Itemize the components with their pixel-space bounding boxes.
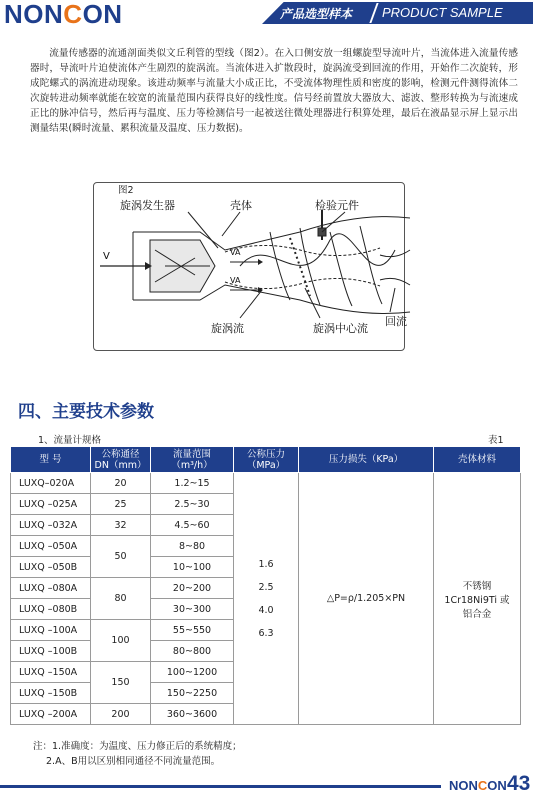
cell-model: LUXQ–020A [11,473,91,494]
cell-model: LUXQ –100A [11,620,91,641]
header-range: 流量范围 （m³/h） [151,447,234,473]
cell-model: LUXQ –100B [11,641,91,662]
note-line-1: 注：1.准确度：为温度、压力修正后的系统精度； [33,741,242,752]
cell-range: 4.5~60 [151,515,234,536]
header-loss: 压力损失（KPa） [299,447,434,473]
material-line: 铝合金 [462,608,492,620]
pressure-value: 4.0 [258,604,274,616]
cell-range: 8~80 [151,536,234,557]
section-title: 四、主要技术参数 [18,402,154,422]
pressure-value: 6.3 [258,627,274,639]
note-line-2: 2.A、B用以区别相同通径不同流量范围。 [46,756,221,767]
pressure-value: 2.5 [258,581,274,593]
page-header [0,0,533,28]
cell-range: 360~3600 [151,704,234,725]
cell-dn: 25 [91,494,151,515]
page-number: 43 [507,772,531,795]
label-backflow: 回流 [385,315,407,328]
cell-material [434,473,521,725]
cell-dn: 50 [91,536,151,578]
cell-model: LUXQ –150B [11,683,91,704]
label-vortex-generator: 旋涡发生器 [120,199,175,212]
label-va-bottom: VA [230,276,241,285]
cell-dn: 200 [91,704,151,725]
header-pressure: 公称压力 （MPa） [234,447,299,473]
cell-range: 55~550 [151,620,234,641]
cell-dn: 20 [91,473,151,494]
cell-range: 1.2~15 [151,473,234,494]
cell-loss-formula: △P=ρ/1.205×PN [299,473,434,725]
cell-model: LUXQ –080A [11,578,91,599]
table-row [11,473,521,494]
cell-range: 10~100 [151,557,234,578]
cell-range: 30~300 [151,599,234,620]
cell-model: LUXQ –025A [11,494,91,515]
label-vortex-flow: 旋涡流 [211,322,244,335]
table-notes [33,739,242,769]
label-housing: 壳体 [230,199,252,212]
material-line: 不锈钢 [462,580,492,592]
footer-bar [0,785,441,788]
brand-logo: NONCON [4,0,123,29]
cell-dn: 32 [91,515,151,536]
pressure-value: 1.6 [258,558,274,570]
cell-dn: 150 [91,662,151,704]
cell-range: 100~1200 [151,662,234,683]
cell-model: LUXQ –150A [11,662,91,683]
cell-pressures [234,473,299,725]
cell-dn: 100 [91,620,151,662]
figure-label: 图2 [118,185,134,196]
header-title-cn: 产品选型样本 [280,7,353,21]
cell-range: 150~2250 [151,683,234,704]
label-inlet-velocity: V [103,251,110,262]
intro-paragraph: 流量传感器的流通剖面类似文丘利管的型线（图2）。在入口侧安放一组螺旋型导流叶片，当流体进入流量传感器时，导流叶片迫使流体产生剧烈的旋涡流。当流体进入扩散段时，旋涡流受到回流的作用，开始作二次旋转，形成陀螺式的涡流进动现象。该进动频率与流量大小成正比，不受流体物理性质和密度的影响，检测元件测得流体二次旋转进动频率就能在较宽的流量范围内获得良好的线性度。信号经前置放大器放大、滤波、整形转换为与流速成正比的脉冲信号，然后再与温度、压力等检测信号一起被送往微处理器进行积算处理，最后在液晶显示屏上显示出测量结果(瞬时流量、累积流量及温度、压力数据)。 [30,48,518,134]
cell-model: LUXQ –032A [11,515,91,536]
header-dn: 公称通径 DN（mm） [91,447,151,473]
header-title-en: PRODUCT SAMPLE [382,5,503,20]
cell-range: 80~800 [151,641,234,662]
subsection-title: 1、流量计规格 [38,435,102,446]
header-material: 壳体材料 [434,447,521,473]
label-sensing-element: 检验元件 [315,199,359,212]
table-header-row [11,447,521,473]
cell-model: LUXQ –080B [11,599,91,620]
label-vortex-center: 旋涡中心流 [313,322,368,335]
cell-model: LUXQ –050A [11,536,91,557]
header-model: 型 号 [11,447,91,473]
table-label: 表1 [488,435,504,446]
label-va-top: VA [230,248,241,257]
spec-table [10,446,521,725]
footer-logo: NONCON [449,778,507,793]
cell-range: 2.5~30 [151,494,234,515]
cell-dn: 80 [91,578,151,620]
material-line: 1Cr18Ni9Ti 或 [444,594,510,606]
cell-model: LUXQ –050B [11,557,91,578]
cell-model: LUXQ –200A [11,704,91,725]
cell-range: 20~200 [151,578,234,599]
